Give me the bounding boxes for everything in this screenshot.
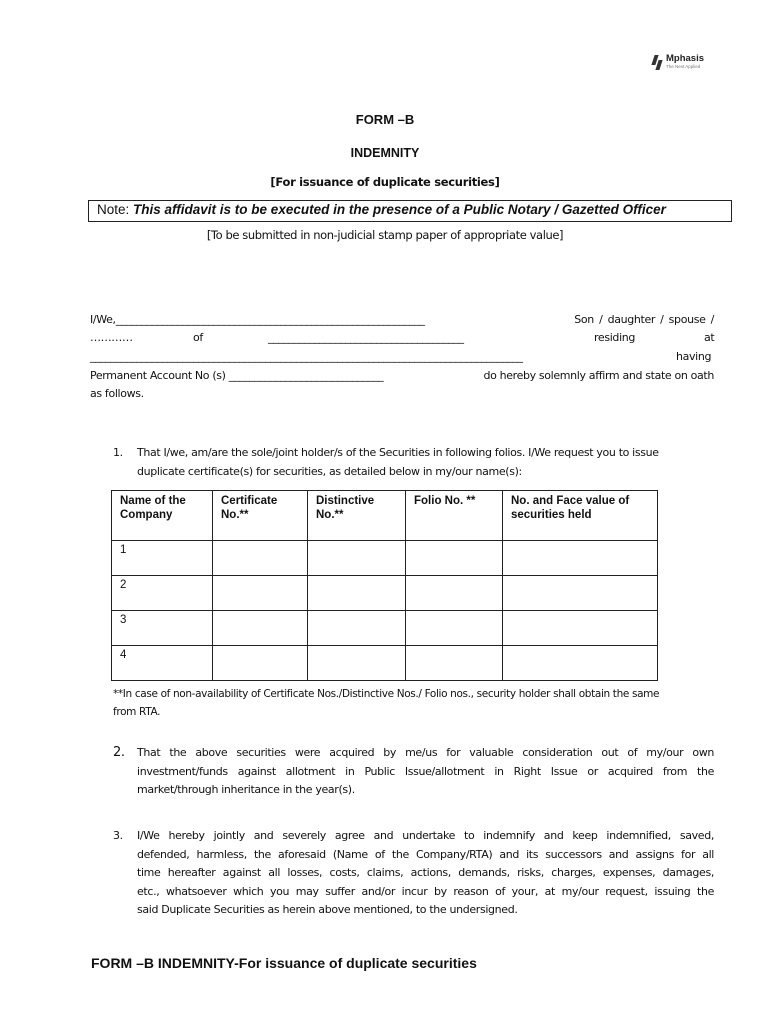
table-cell [308,576,406,611]
item-3-line: I/We hereby jointly and severely agree and undertake to indemnify and keep indemnified, saved, [137,829,714,842]
item-3-line: said Duplicate Securities as herein above mentioned, to the undersigned. [137,903,518,916]
table-cell [308,541,406,576]
securities-table [111,490,658,681]
form-label: FORM –B [355,112,415,127]
table-cell [406,576,503,611]
affirm-text: do hereby solemnly affirm and state on oath [483,369,714,382]
logo-icon [651,55,663,71]
table-cell [503,646,658,681]
table-cell [503,611,658,646]
logo-tagline: The Next Applied [666,63,701,69]
table-cell [213,576,308,611]
table-cell: 3 [112,611,213,646]
notary-note-box [88,200,732,222]
company-logo [651,54,704,71]
table-footnote [113,685,659,721]
col-header-certificate: Certificate No.** [213,491,308,541]
table-cell [308,646,406,681]
note-emphasis: This affidavit is to be executed in the presence of a Public Notary / Gazetted Officer [133,202,666,217]
table-cell [503,541,658,576]
table-row [112,576,658,611]
table-row [112,611,658,646]
of-label: of [193,331,203,344]
residing-label: residing [594,331,636,344]
footnote-line: **In case of non-availability of Certificate Nos./Distinctive Nos./ Folio nos., security holder shall obtain the same [113,688,660,700]
table-cell [406,541,503,576]
col-header-folio: Folio No. ** [406,491,503,541]
item-1-line: That I/we, am/are the sole/joint holder/s of the Securities in following folios. I/We request you to issue [137,446,659,459]
footer-title: FORM –B INDEMNITY-For issuance of duplicate securities [91,955,477,971]
item-2-text [137,744,714,800]
page-subtitle: [For issuance of duplicate securities] [270,175,500,189]
dotted-blank: ………… [90,331,133,344]
table-cell: 2 [112,576,213,611]
item-3-number: 3. [113,829,123,842]
note-prefix: Note: [97,202,134,217]
address-blank: ____________________________________________________________________________________ [90,350,523,363]
table-cell [406,646,503,681]
item-1-number: 1. [113,446,123,459]
table-cell [213,541,308,576]
having-label: having [676,350,712,363]
relation-name-blank: ______________________________________ [268,331,464,344]
table-cell: 1 [112,541,213,576]
item-3-line: defended, harmless, the aforesaid (Name of the Company/RTA) and its successors and assigns for all [137,847,714,861]
col-header-face-value: No. and Face value of securities held [503,491,658,541]
stamp-paper-instruction: [To be submitted in non-judicial stamp paper of appropriate value] [206,228,564,242]
item-2-line: That the above securities were acquired by me/us for valuable consideration out of my/our own [137,746,714,759]
table-cell [213,611,308,646]
col-header-distinctive: Distinctive No.** [308,491,406,541]
table-cell [308,611,406,646]
item-1-line: duplicate certificate(s) for securities, as detailed below in my/our name(s): [137,464,522,478]
item-3-line: etc., whatsoever which you may suffer and/or incur by reason of your, at my/our request, issuing the [137,884,714,898]
table-row [112,646,658,681]
table-cell [406,611,503,646]
table-row [112,541,658,576]
name-blank: I/We,____________________________________________________________ [90,313,425,326]
as-follows-text: as follows. [90,387,144,400]
footnote-line: from RTA. [113,706,161,718]
table-cell [213,646,308,681]
table-cell: 4 [112,646,213,681]
col-header-company: Name of the Company [112,491,213,541]
logo-name: Mphasis [666,53,705,64]
table-header-row [112,491,658,541]
item-2-line: market/through inheritance in the year(s). [137,783,355,796]
item-2-line: investment/funds against allotment in Public Issue/allotment in Right Issue or acquired from the [137,764,714,778]
pan-blank: Permanent Account No (s) ______________________________ [90,369,384,382]
relation-text: Son / daughter / spouse / [574,313,714,326]
item-1-text [137,444,714,481]
at-label: at [704,331,715,344]
item-3-text [137,827,714,920]
item-3-line: time hereafter against all losses, costs, claims, actions, demands, risks, charges, expenses, damages, [137,866,714,879]
item-2-number: 2. [113,745,125,760]
page-title: INDEMNITY [350,146,420,160]
table-cell [503,576,658,611]
